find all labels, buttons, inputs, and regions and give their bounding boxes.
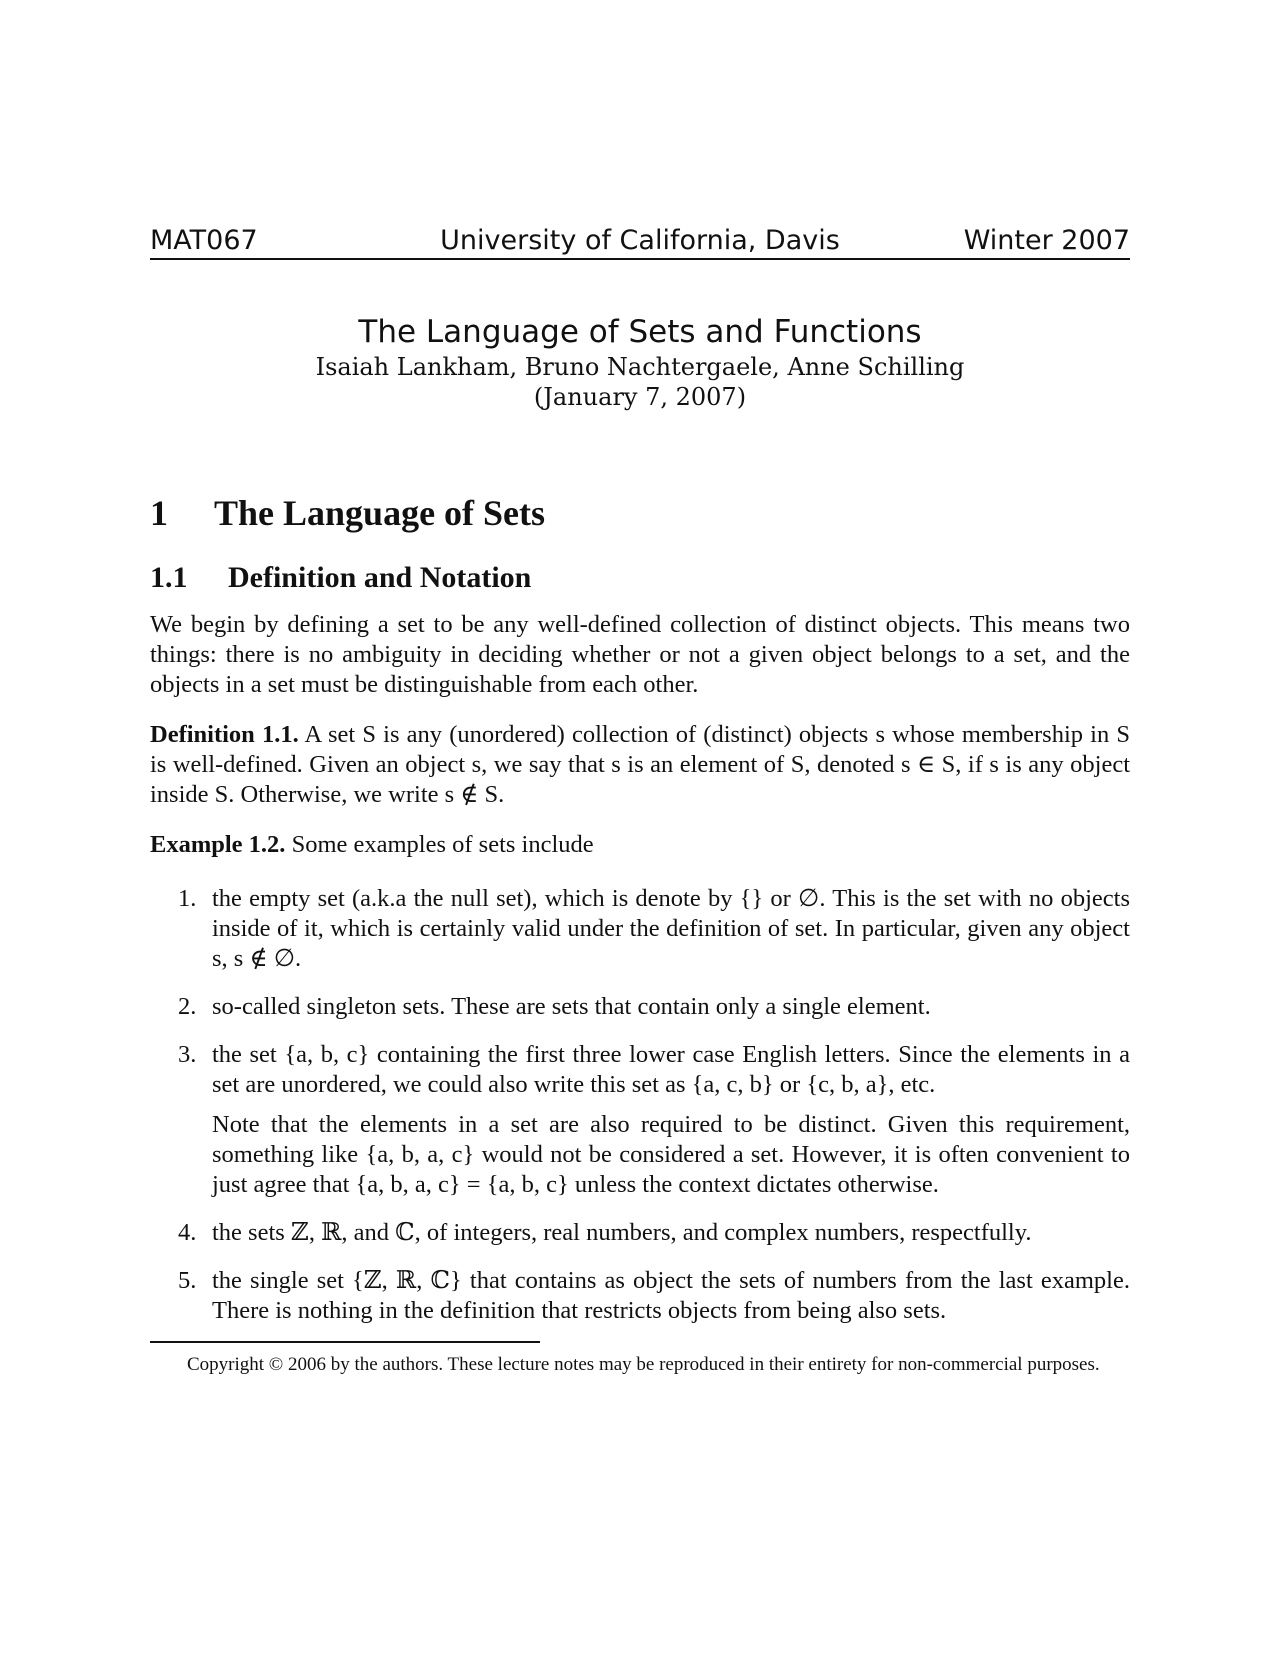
list-item-number: 1. [178, 885, 197, 912]
list-item-text: the empty set (a.k.a the null set), which is denote by {} or ∅. This is the set with no objects inside of it, which is certainly valid under the definition of set. In particular, given any object s, s ∉ ∅. [212, 885, 1130, 972]
definition-text: A set S is any (unordered) collection of (distinct) objects s whose membership in S is well-defined. Given an object s, we say that s is an element of S, denoted s ∈ S, if s is any object inside S. Otherwise, we write s ∉ S. [150, 721, 1130, 808]
list-item-text: so-called singleton sets. These are sets that contain only a single element. [212, 993, 931, 1020]
definition-label: Definition 1.1. [150, 721, 299, 748]
example-list [150, 884, 1130, 1326]
list-item-text: the single set {ℤ, ℝ, ℂ} that contains as object the sets of numbers from the last example. There is nothing in the definition that restricts objects from being also sets. [212, 1267, 1130, 1324]
list-item-note: Note that the elements in a set are also required to be distinct. Given this requirement, something like {a, b, a, c} would not be considered a set. However, it is often convenient to just agree that {a, b, a, c} = {a, b, c} unless the context dictates otherwise. [212, 1111, 1130, 1198]
example-text: Some examples of sets include [291, 831, 594, 858]
list-item-number: 3. [178, 1041, 197, 1068]
author-list: Isaiah Lankham, Bruno Nachtergaele, Anne Schilling [315, 353, 965, 381]
definition-paragraph [150, 720, 1130, 810]
section-title: The Language of Sets [214, 493, 546, 533]
page-header [150, 224, 1130, 260]
document-title: The Language of Sets and Functions [358, 314, 922, 350]
list-item [150, 1040, 1130, 1200]
term: Winter 2007 [963, 225, 1130, 256]
list-item [150, 992, 1130, 1022]
list-item-number: 5. [178, 1267, 197, 1294]
footnote-rule [150, 1341, 540, 1343]
list-item-text: the sets ℤ, ℝ, and ℂ, of integers, real numbers, and complex numbers, respectfully. [212, 1219, 1032, 1246]
intro-paragraph: We begin by defining a set to be any well-defined collection of distinct objects. This means two things: there is no ambiguity in deciding whether or not a given object belongs to a set, and the objects in a set must be distinguishable from each other. [150, 611, 1130, 698]
course-code: MAT067 [150, 225, 258, 256]
example-label: Example 1.2. [150, 831, 286, 858]
title-block [150, 312, 1130, 412]
list-item [150, 884, 1130, 974]
section-heading [150, 492, 1130, 534]
copyright-footnote: Copyright © 2006 by the authors. These lecture notes may be reproduced in their entirety for non-commercial purposes. [187, 1354, 1100, 1375]
document-date: (January 7, 2007) [533, 383, 747, 411]
section-number: 1 [150, 493, 168, 533]
subsection-heading [150, 560, 1130, 596]
body-text [150, 610, 1130, 1344]
institution-name: University of California, Davis [440, 225, 840, 256]
list-item-number: 4. [178, 1219, 197, 1246]
list-item [150, 1266, 1130, 1326]
example-paragraph [150, 830, 1130, 860]
list-item-number: 2. [178, 993, 197, 1020]
subsection-title: Definition and Notation [228, 561, 532, 594]
list-item [150, 1218, 1130, 1248]
subsection-number: 1.1 [150, 561, 188, 594]
list-item-text: the set {a, b, c} containing the first three lower case English letters. Since the elements in a set are unordered, we could also write this set as {a, c, b} or {c, b, a}, etc. [212, 1041, 1130, 1098]
